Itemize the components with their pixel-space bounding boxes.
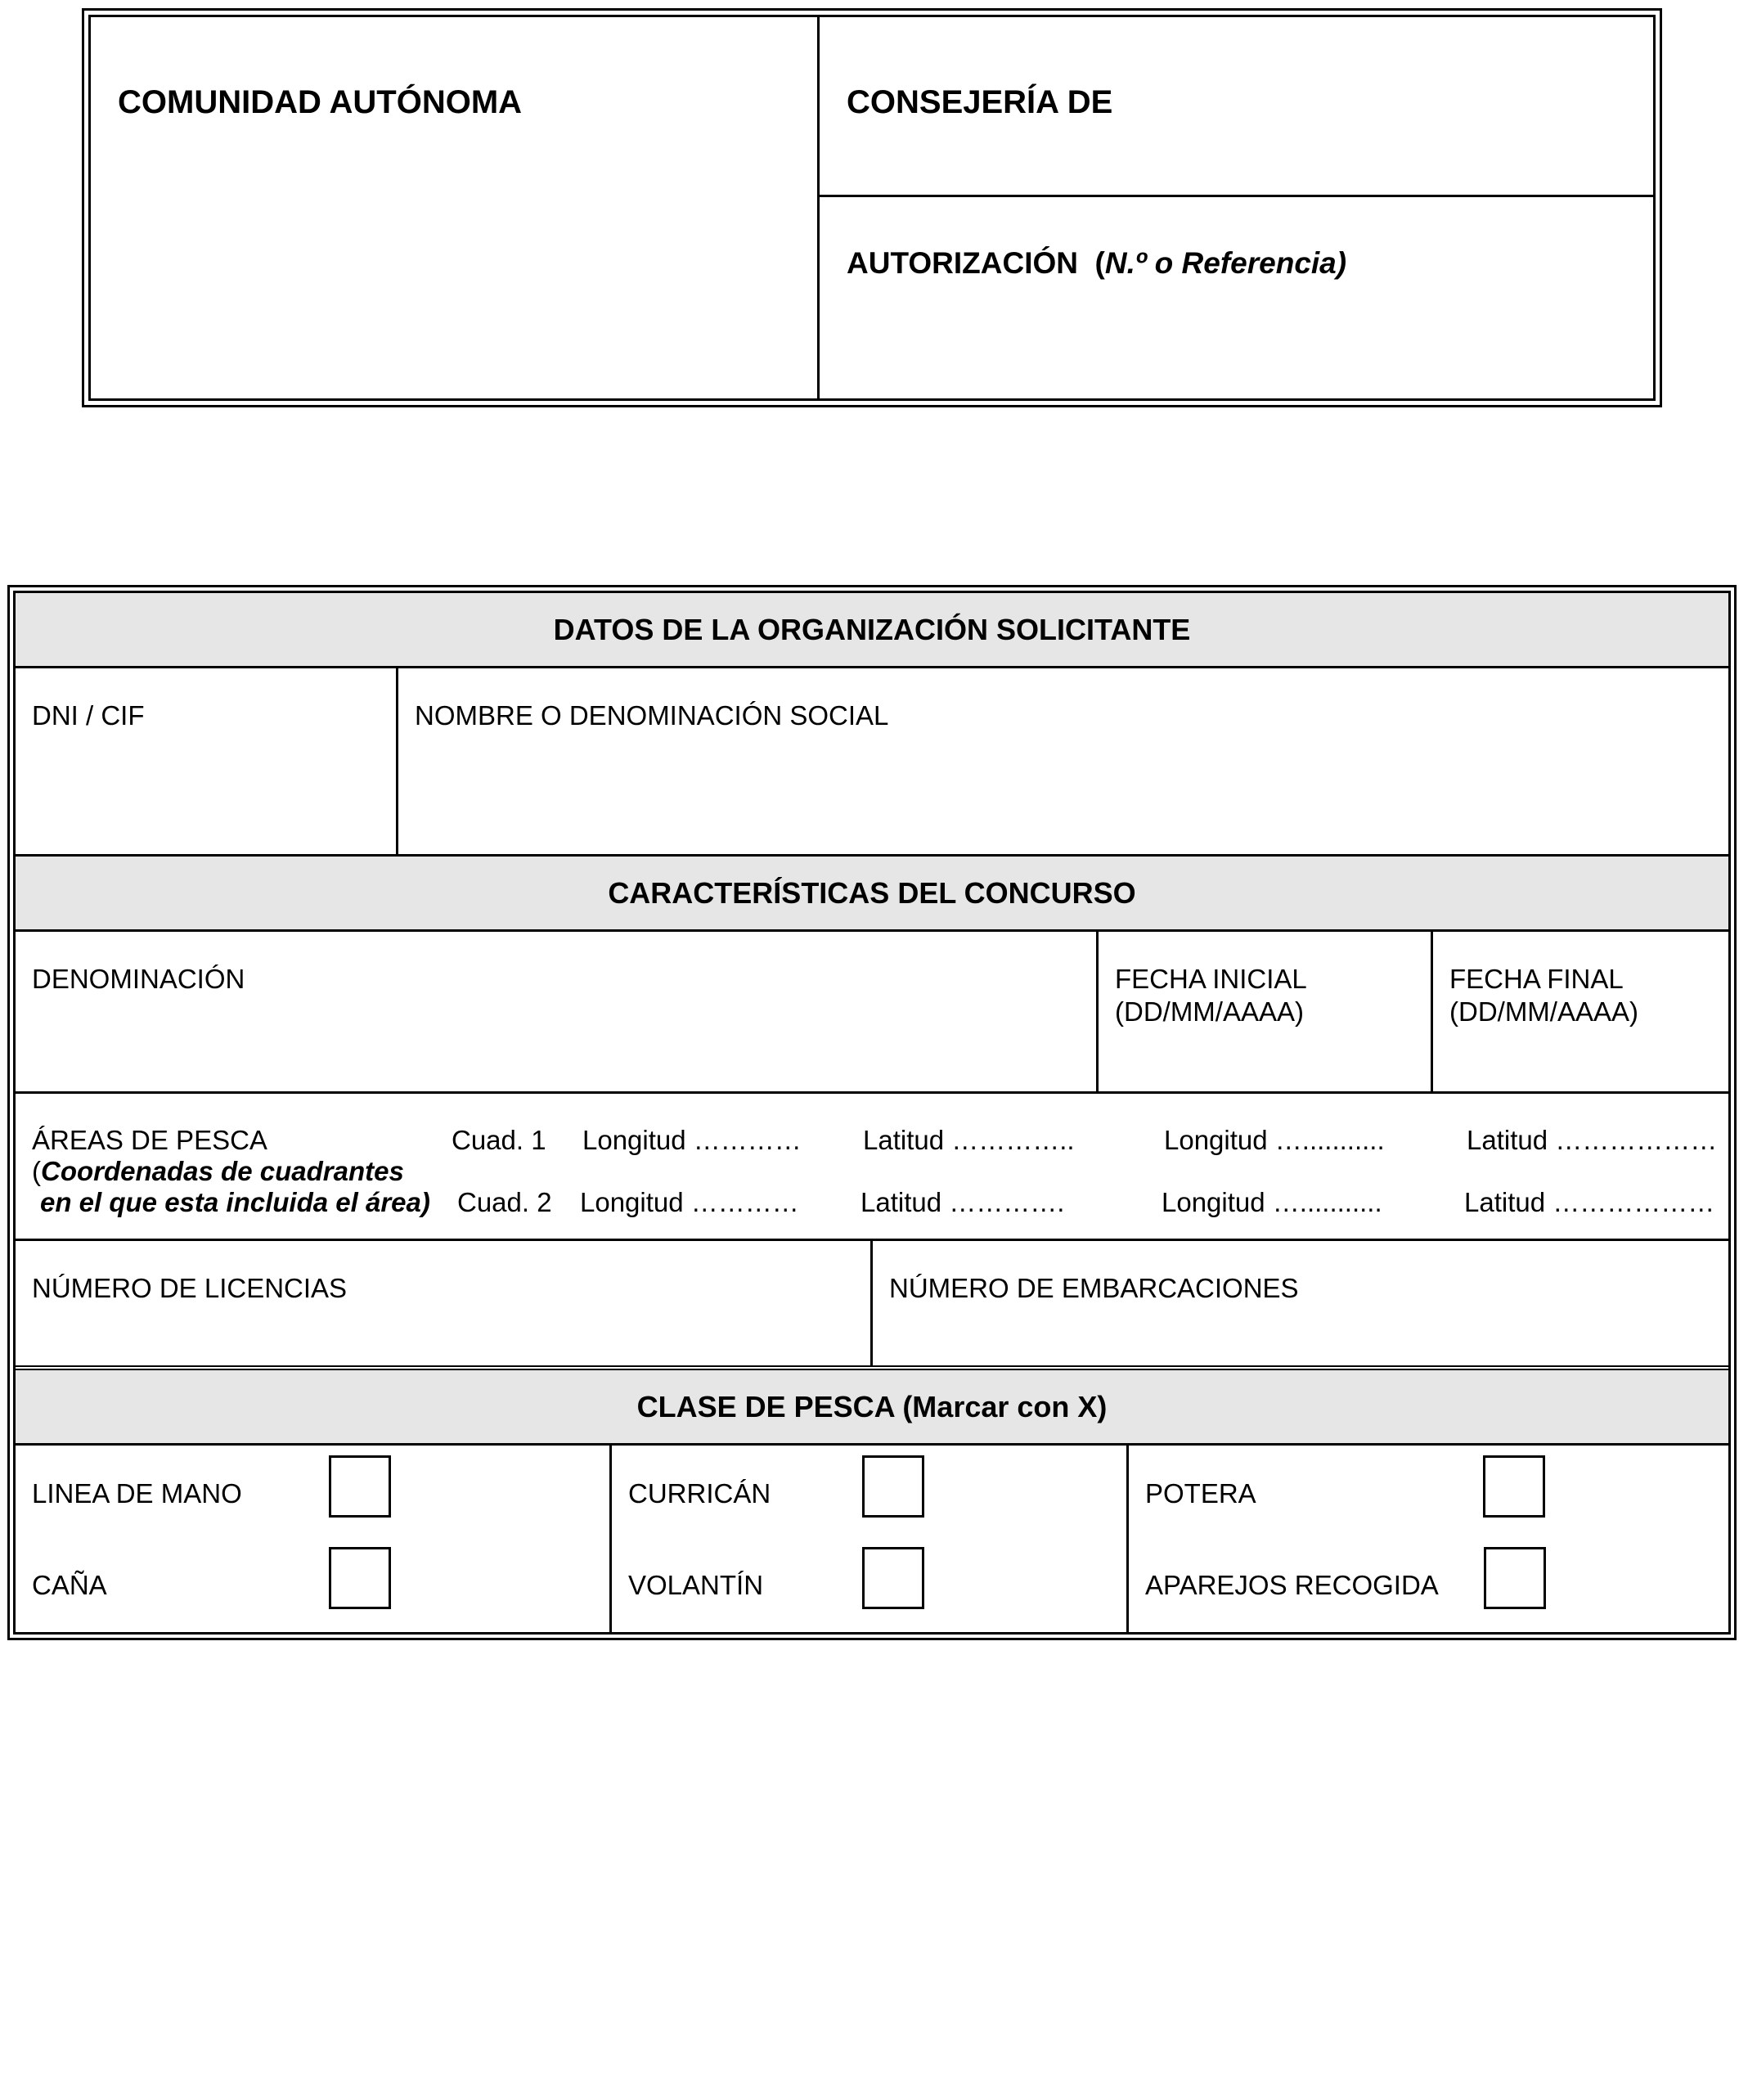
clase-col-2: [612, 1446, 1129, 1632]
section-datos-header: [16, 593, 1728, 668]
cuad1-label: Cuad. 1: [452, 1125, 546, 1155]
nombre-label: NOMBRE O DENOMINACIÓN SOCIAL: [415, 700, 889, 731]
potera-checkbox[interactable]: [1483, 1455, 1545, 1518]
header-box: [82, 8, 1662, 407]
section-clase-header: [16, 1370, 1728, 1446]
row-areas-pesca[interactable]: [16, 1094, 1728, 1241]
dni-field[interactable]: [16, 668, 398, 854]
denominacion-label: DENOMINACIÓN: [32, 964, 245, 994]
autorizacion-open-paren: (: [1094, 246, 1105, 280]
aparejos-label: APAREJOS RECOGIDA: [1145, 1570, 1439, 1600]
clase-col-3: [1129, 1446, 1728, 1632]
cuad2-latitud-1[interactable]: Latitud ………….: [861, 1187, 1065, 1217]
denominacion-field[interactable]: [16, 932, 1099, 1091]
fecha-inicial-text: FECHA INICIAL: [1115, 964, 1307, 994]
fecha-final-field[interactable]: [1433, 932, 1728, 1091]
cuad1-longitud-1[interactable]: Longitud …………: [582, 1125, 802, 1155]
cuad2-longitud-1[interactable]: Longitud …………: [580, 1187, 799, 1217]
comunidad-cell[interactable]: [91, 17, 820, 398]
header-inner: [88, 15, 1656, 401]
header-right: [820, 17, 1653, 398]
currican-checkbox[interactable]: [862, 1455, 924, 1518]
row-denominacion-fechas: [16, 932, 1728, 1094]
volantin-label: VOLANTÍN: [628, 1570, 764, 1600]
autorizacion-cell[interactable]: [820, 197, 1653, 398]
areas-note1: Coordenadas de cuadrantes: [41, 1156, 404, 1186]
row-clase-pesca: [16, 1446, 1728, 1632]
num-embarcaciones-label: NÚMERO DE EMBARCACIONES: [889, 1273, 1299, 1303]
row-dni-nombre: [16, 668, 1728, 857]
fecha-final-label: [1449, 963, 1638, 1028]
potera-label: POTERA: [1145, 1478, 1256, 1509]
row-licencias-embarcaciones: [16, 1241, 1728, 1370]
clase-col-1: [16, 1446, 612, 1632]
autorizacion-text: AUTORIZACIÓN: [847, 246, 1078, 280]
dni-label: DNI / CIF: [32, 700, 145, 731]
autorizacion-label: [847, 246, 1346, 281]
areas-open-paren: (: [32, 1156, 41, 1186]
fecha-inicial-label: [1115, 963, 1307, 1028]
section-datos-title: DATOS DE LA ORGANIZACIÓN SOLICITANTE: [553, 612, 1191, 646]
areas-label: ÁREAS DE PESCA: [32, 1125, 267, 1155]
aparejos-checkbox[interactable]: [1484, 1547, 1546, 1609]
solicitud-form: [7, 585, 1737, 1640]
cuad1-longitud-2[interactable]: Longitud …...........: [1164, 1125, 1385, 1155]
areas-note-line1: [32, 1156, 430, 1187]
areas-label-block: [32, 1125, 430, 1218]
cuad1-latitud-2[interactable]: Latitud ………………: [1467, 1125, 1718, 1155]
fecha-inicial-field[interactable]: [1099, 932, 1433, 1091]
volantin-checkbox[interactable]: [862, 1547, 924, 1609]
fecha-final-format: (DD/MM/AAAA): [1449, 996, 1638, 1027]
num-embarcaciones-field[interactable]: [873, 1241, 1728, 1365]
cuad2-longitud-2[interactable]: Longitud …...........: [1162, 1187, 1382, 1217]
cuad1-latitud-1[interactable]: Latitud …………..: [863, 1125, 1075, 1155]
num-licencias-label: NÚMERO DE LICENCIAS: [32, 1273, 348, 1303]
section-caracteristicas-title: CARACTERÍSTICAS DEL CONCURSO: [608, 875, 1136, 910]
currican-label: CURRICÁN: [628, 1478, 771, 1509]
section-clase-title: CLASE DE PESCA (Marcar con X): [636, 1389, 1108, 1423]
section-caracteristicas-header: [16, 857, 1728, 932]
linea-mano-label: LINEA DE MANO: [32, 1478, 242, 1509]
fecha-final-text: FECHA FINAL: [1449, 964, 1624, 994]
consejeria-cell[interactable]: [820, 17, 1653, 197]
num-licencias-field[interactable]: [16, 1241, 873, 1365]
nombre-field[interactable]: [398, 668, 1728, 854]
areas-note2: en el que esta incluida el área): [40, 1187, 430, 1217]
cana-label: CAÑA: [32, 1570, 107, 1600]
cuad2-latitud-2[interactable]: Latitud ………………: [1464, 1187, 1715, 1217]
linea-mano-checkbox[interactable]: [329, 1455, 391, 1518]
form-inner: [13, 591, 1731, 1635]
autorizacion-ref: N.º o Referencia): [1104, 246, 1347, 280]
cana-checkbox[interactable]: [329, 1547, 391, 1609]
consejeria-label: CONSEJERÍA DE: [847, 84, 1113, 120]
cuad2-label: Cuad. 2: [457, 1187, 552, 1217]
comunidad-label: COMUNIDAD AUTÓNOMA: [118, 84, 523, 120]
fecha-inicial-format: (DD/MM/AAAA): [1115, 996, 1304, 1027]
